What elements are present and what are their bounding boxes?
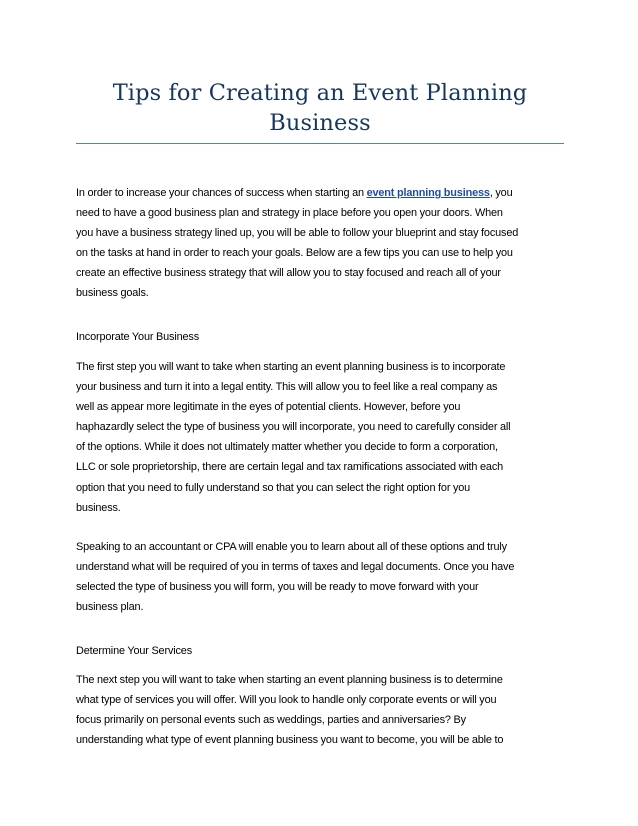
title-underline-rule	[76, 143, 564, 144]
paragraph-line: understand what will be required of you in terms of taxes and legal documents. Once you have	[76, 561, 515, 574]
paragraph-line: business plan.	[76, 601, 144, 614]
incorporate-paragraph-1	[76, 357, 564, 518]
document-title	[76, 78, 564, 138]
paragraph-line: focus primarily on personal events such as weddings, parties and anniversaries? By	[76, 714, 466, 727]
title-line-1: Tips for Creating an Event Planning	[112, 80, 528, 106]
paragraph-line: business.	[76, 501, 121, 514]
paragraph-line: option that you need to fully understand so that you can select the right option for you	[76, 481, 471, 494]
intro-line-1	[76, 183, 564, 203]
paragraph-line: haphazardly select the type of business you will incorporate, you need to carefully consider all	[76, 421, 511, 434]
incorporate-paragraph-2	[76, 537, 564, 617]
intro-line: on the tasks at hand in order to reach your goals. Below are a few tips you can use to help you	[76, 247, 513, 260]
paragraph-line: The next step you will want to take when starting an event planning business is to determine	[76, 674, 503, 686]
paragraph-line: well as appear more legitimate in the eyes of potential clients. However, before you	[76, 401, 461, 414]
document-title-text	[76, 78, 564, 138]
section-heading-text: Incorporate Your Business	[76, 331, 199, 343]
paragraph-line: your business and turn it into a legal entity. This will allow you to feel like a real company as	[76, 381, 498, 394]
intro-line-1-after: , you	[489, 187, 513, 199]
section-heading-text: Determine Your Services	[76, 645, 193, 657]
intro-line: you have a business strategy lined up, you will be able to follow your blueprint and stay focused	[76, 227, 519, 240]
paragraph-line: The first step you will want to take when starting an event planning business is to incorporate	[76, 361, 506, 373]
intro-paragraph	[76, 183, 564, 304]
paragraph-line: LLC or sole proprietorship, there are certain legal and tax ramifications associated with each	[76, 461, 504, 474]
services-paragraph-1	[76, 670, 564, 750]
intro-line-1-before: In order to increase your chances of success when starting an	[76, 187, 367, 199]
intro-line: business goals.	[76, 287, 149, 300]
paragraph-line: of the options. While it does not ultimately matter whether you decide to form a corporation,	[76, 441, 498, 454]
intro-line: need to have a good business plan and strategy in place before you open your doors. When	[76, 207, 503, 220]
event-planning-business-link[interactable]: event planning business	[366, 187, 490, 199]
title-line-2: Business	[269, 110, 371, 136]
paragraph-line: understanding what type of event planning business you want to become, you will be able to	[76, 734, 504, 747]
paragraph-line: what type of services you will offer. Will you look to handle only corporate events or will you	[76, 694, 497, 707]
intro-line: create an effective business strategy that will allow you to stay focused and reach all of your	[76, 267, 501, 280]
paragraph-line: Speaking to an accountant or CPA will enable you to learn about all of these options and truly	[76, 541, 507, 553]
paragraph-line: selected the type of business you will form, you will be ready to move forward with your	[76, 581, 479, 594]
section-heading-services	[76, 641, 564, 661]
section-heading-incorporate	[76, 327, 564, 347]
